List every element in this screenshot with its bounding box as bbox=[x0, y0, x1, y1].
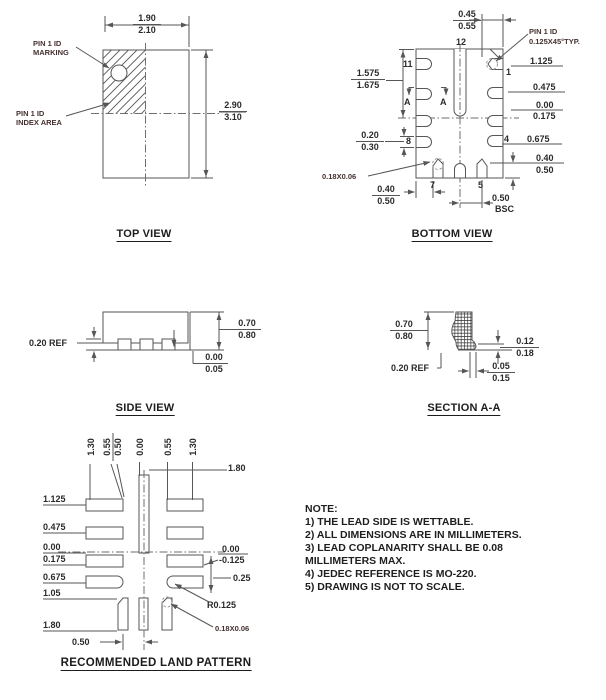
dim-value: 0.18 bbox=[516, 348, 534, 358]
pin1-index-hatch bbox=[104, 51, 146, 114]
dim-value: 1.90 bbox=[133, 13, 161, 25]
lp-top-dim: 0.55 bbox=[163, 438, 173, 456]
bv-right-corner-dim: 0.40 bbox=[536, 153, 554, 163]
aa-ref-dim: 0.20 REF bbox=[391, 363, 430, 373]
pin1-marking-label: MARKING bbox=[33, 48, 69, 57]
sv-standoff-dim bbox=[200, 352, 228, 375]
bv-right-dim: 0.175 bbox=[533, 111, 556, 121]
pin-number-5: 5 bbox=[478, 180, 484, 190]
lp-top-dim: 1.30 bbox=[86, 438, 96, 456]
dim-value: 0.05 bbox=[205, 364, 223, 374]
side-pins bbox=[118, 339, 175, 350]
dim-value: 0.05 bbox=[487, 361, 515, 373]
dim-value: 0.70 bbox=[390, 319, 418, 331]
bv-right-dim: 0.475 bbox=[533, 82, 556, 92]
dim-value: 0.50 bbox=[377, 196, 395, 206]
dim-value: 1.575 bbox=[351, 68, 385, 80]
sv-ref-dim: 0.20 REF bbox=[29, 338, 68, 348]
pin-number-8: 8 bbox=[406, 136, 412, 146]
land-pattern-linework bbox=[43, 433, 248, 650]
side-body bbox=[103, 312, 188, 343]
lp-left-dim: 0.675 bbox=[43, 572, 66, 582]
pin1-id-label: PIN 1 ID bbox=[529, 27, 558, 36]
side-view-title: SIDE VIEW bbox=[115, 402, 175, 414]
lp-pad-gap-dim: 0.25 bbox=[233, 573, 251, 583]
bv-right-corner-dim: 0.50 bbox=[536, 165, 554, 175]
pin1-id-leader bbox=[496, 34, 528, 61]
lp-left-dim: 1.80 bbox=[43, 620, 61, 630]
dim-value: 2.90 bbox=[219, 100, 247, 112]
pin-number-1: 1 bbox=[506, 67, 512, 77]
lp-right-offset-dim: -0.125 bbox=[219, 555, 245, 565]
lp-left-dim: 1.05 bbox=[43, 588, 61, 598]
land-pattern-title: RECOMMENDED LAND PATTERN bbox=[60, 657, 252, 669]
dim-value: 0.55 bbox=[458, 21, 476, 31]
bv-pitch-bsc: BSC bbox=[495, 204, 515, 214]
lp-left-dim: 0.475 bbox=[43, 522, 66, 532]
dim-value: 2.10 bbox=[138, 25, 156, 35]
note-line: 4) JEDEC REFERENCE IS MO-220. bbox=[305, 568, 477, 580]
note-line: MILLIMETERS MAX. bbox=[305, 555, 406, 567]
lp-left-dim: 0.00 bbox=[43, 542, 61, 552]
dim-value: 0.20 bbox=[356, 130, 384, 142]
dim-value: 0.80 bbox=[395, 331, 413, 341]
bv-right-dim: 0.00 bbox=[536, 100, 554, 110]
lp-top-dim: 0.50 bbox=[113, 438, 123, 456]
dim-value: 0.80 bbox=[238, 330, 256, 340]
pin1-index-label: PIN 1 ID bbox=[16, 109, 45, 118]
lp-chamfer-label: 0.18X0.06 bbox=[215, 624, 250, 633]
note-line: 1) THE LEAD SIDE IS WETTABLE. bbox=[305, 516, 474, 528]
bottom-pads bbox=[118, 598, 172, 630]
pin1-marking-label: PIN 1 ID bbox=[33, 39, 62, 48]
aa-toe-dim bbox=[487, 361, 515, 384]
lp-slot-length-dim: 1.80 bbox=[228, 463, 246, 473]
top-view-title: TOP VIEW bbox=[116, 228, 172, 240]
radius-leader bbox=[175, 584, 209, 602]
dim-value: 0.70 bbox=[233, 318, 261, 330]
notes-block bbox=[305, 503, 555, 594]
pin1-id-label: 0.125X45°TYP. bbox=[529, 37, 580, 46]
lp-half-pitch-dim: 0.50 bbox=[72, 637, 90, 647]
bv-right-dim: 0.675 bbox=[527, 134, 550, 144]
dim-value: 0.00 bbox=[200, 352, 228, 364]
lp-left-dim: 1.125 bbox=[43, 494, 66, 504]
pin1-marking-dot bbox=[111, 65, 127, 81]
pin-number-7: 7 bbox=[430, 180, 436, 190]
bv-right-dim: 1.125 bbox=[530, 56, 553, 66]
pin-number-11: 11 bbox=[403, 59, 413, 69]
notes-heading: NOTE: bbox=[305, 503, 338, 515]
note-line: 3) LEAD COPLANARITY SHALL BE 0.08 bbox=[305, 542, 503, 554]
pin-number-4: 4 bbox=[504, 134, 510, 144]
bv-pin-dim bbox=[356, 130, 384, 153]
note-line: 5) DRAWING IS NOT TO SCALE. bbox=[305, 581, 465, 593]
section-marker-a: A bbox=[404, 97, 411, 107]
bottom-view-title: BOTTOM VIEW bbox=[411, 228, 493, 240]
lp-right-zero-dim: 0.00 bbox=[222, 544, 240, 554]
bv-chamfer-label: 0.18X0.06 bbox=[322, 172, 357, 181]
top-height-dim bbox=[219, 100, 247, 123]
dim-value: 0.45 bbox=[453, 9, 481, 21]
section-aa-title: SECTION A-A bbox=[427, 402, 501, 414]
left-pads bbox=[86, 499, 123, 588]
lp-top-dim: 0.00 bbox=[135, 438, 145, 456]
dim-value: 0.12 bbox=[511, 336, 539, 348]
dim-value: 1.675 bbox=[356, 80, 380, 90]
pin1-index-label: INDEX AREA bbox=[16, 118, 62, 127]
bv-corner-dim bbox=[372, 184, 400, 207]
lp-left-dim: 0.175 bbox=[43, 554, 66, 564]
pin-number-12: 12 bbox=[456, 37, 467, 47]
lead-cross-section bbox=[452, 312, 476, 350]
lp-top-dim: 1.30 bbox=[188, 438, 198, 456]
right-pads bbox=[167, 499, 203, 588]
bv-top-dim bbox=[453, 9, 481, 32]
sv-height-dim bbox=[233, 318, 261, 341]
dim-value: 0.15 bbox=[492, 373, 510, 383]
lp-radius-label: R0.125 bbox=[207, 600, 237, 610]
top-width-dim bbox=[133, 13, 161, 36]
lp-top-dim: 0.55 bbox=[102, 438, 112, 456]
pin6-pad bbox=[455, 164, 466, 179]
note-line: 2) ALL DIMENSIONS ARE IN MILLIMETERS. bbox=[305, 529, 522, 541]
section-marker-a: A bbox=[440, 97, 447, 107]
aa-height-dim bbox=[390, 319, 418, 342]
bv-left-dim bbox=[351, 68, 385, 91]
dim-value: 3.10 bbox=[224, 112, 242, 122]
bv-pitch-value: 0.50 bbox=[492, 193, 510, 203]
dim-value: 0.40 bbox=[372, 184, 400, 196]
aa-lead-dim bbox=[511, 336, 539, 359]
dim-value: 0.30 bbox=[361, 142, 379, 152]
